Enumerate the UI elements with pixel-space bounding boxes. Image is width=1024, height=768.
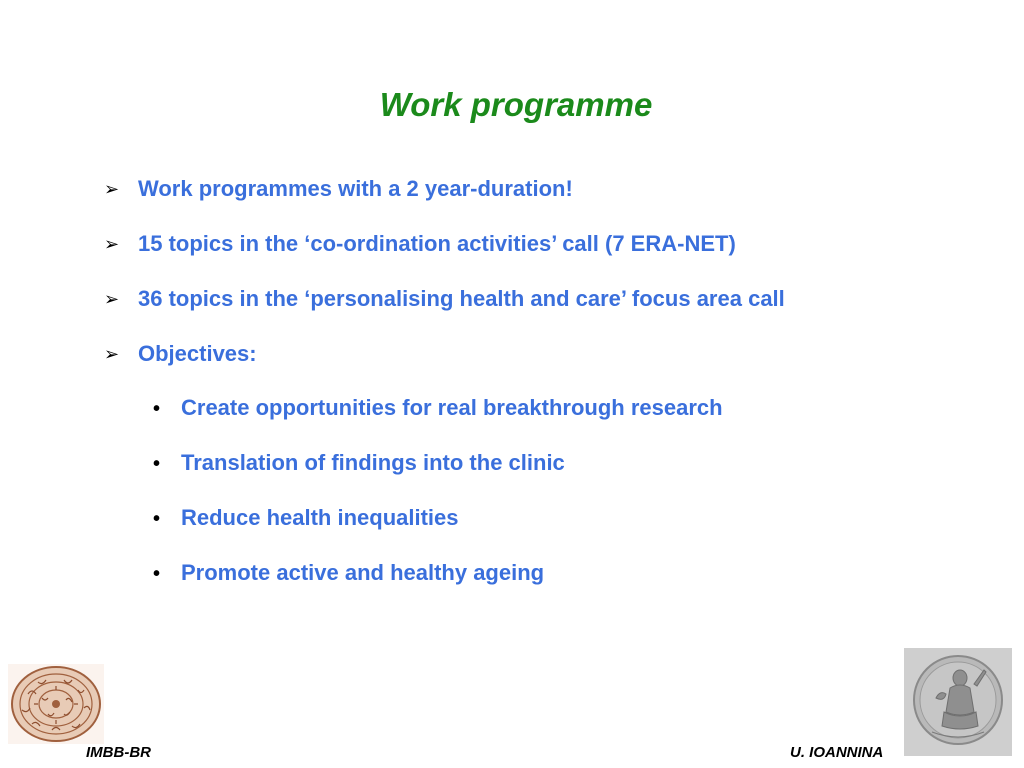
bullet-text: Objectives: <box>138 341 257 366</box>
bullet-text: Work programmes with a 2 year-duration! <box>138 176 573 201</box>
sub-bullet-item-4 <box>153 560 544 587</box>
arrow-bullet-icon: ➢ <box>104 344 120 364</box>
dot-bullet-icon: • <box>153 398 161 420</box>
bullet-item-4 <box>104 341 257 367</box>
bullet-text: 36 topics in the ‘personalising health and care’ focus area call <box>138 286 785 311</box>
sub-bullet-text: Promote active and healthy ageing <box>181 560 545 585</box>
bullet-text: 15 topics in the ‘co-ordination activities’ call (7 ERA-NET) <box>138 231 736 256</box>
bullet-item-1 <box>104 176 573 202</box>
ancient-coin-logo <box>904 648 1012 756</box>
bullet-item-3 <box>104 286 785 312</box>
footer-right-label: U. IOANNINA <box>790 744 884 761</box>
sub-bullet-item-3 <box>153 505 459 532</box>
sub-bullet-text: Translation of findings into the clinic <box>181 450 565 475</box>
dot-bullet-icon: • <box>153 453 161 475</box>
footer-left-label: IMBB-BR <box>86 744 151 761</box>
sub-bullet-item-1 <box>153 395 723 422</box>
arrow-bullet-icon: ➢ <box>104 289 120 309</box>
dot-bullet-icon: • <box>153 508 161 530</box>
slide-title: Work programme <box>379 86 653 123</box>
sub-bullet-text: Reduce health inequalities <box>181 505 459 530</box>
sub-bullet-text: Create opportunities for real breakthrough research <box>181 395 723 420</box>
sub-bullet-item-2 <box>153 450 565 477</box>
arrow-bullet-icon: ➢ <box>104 234 120 254</box>
dot-bullet-icon: • <box>153 563 161 585</box>
arrow-bullet-icon: ➢ <box>104 179 120 199</box>
phaistos-disc-logo <box>8 664 104 744</box>
bullet-item-2 <box>104 231 736 257</box>
